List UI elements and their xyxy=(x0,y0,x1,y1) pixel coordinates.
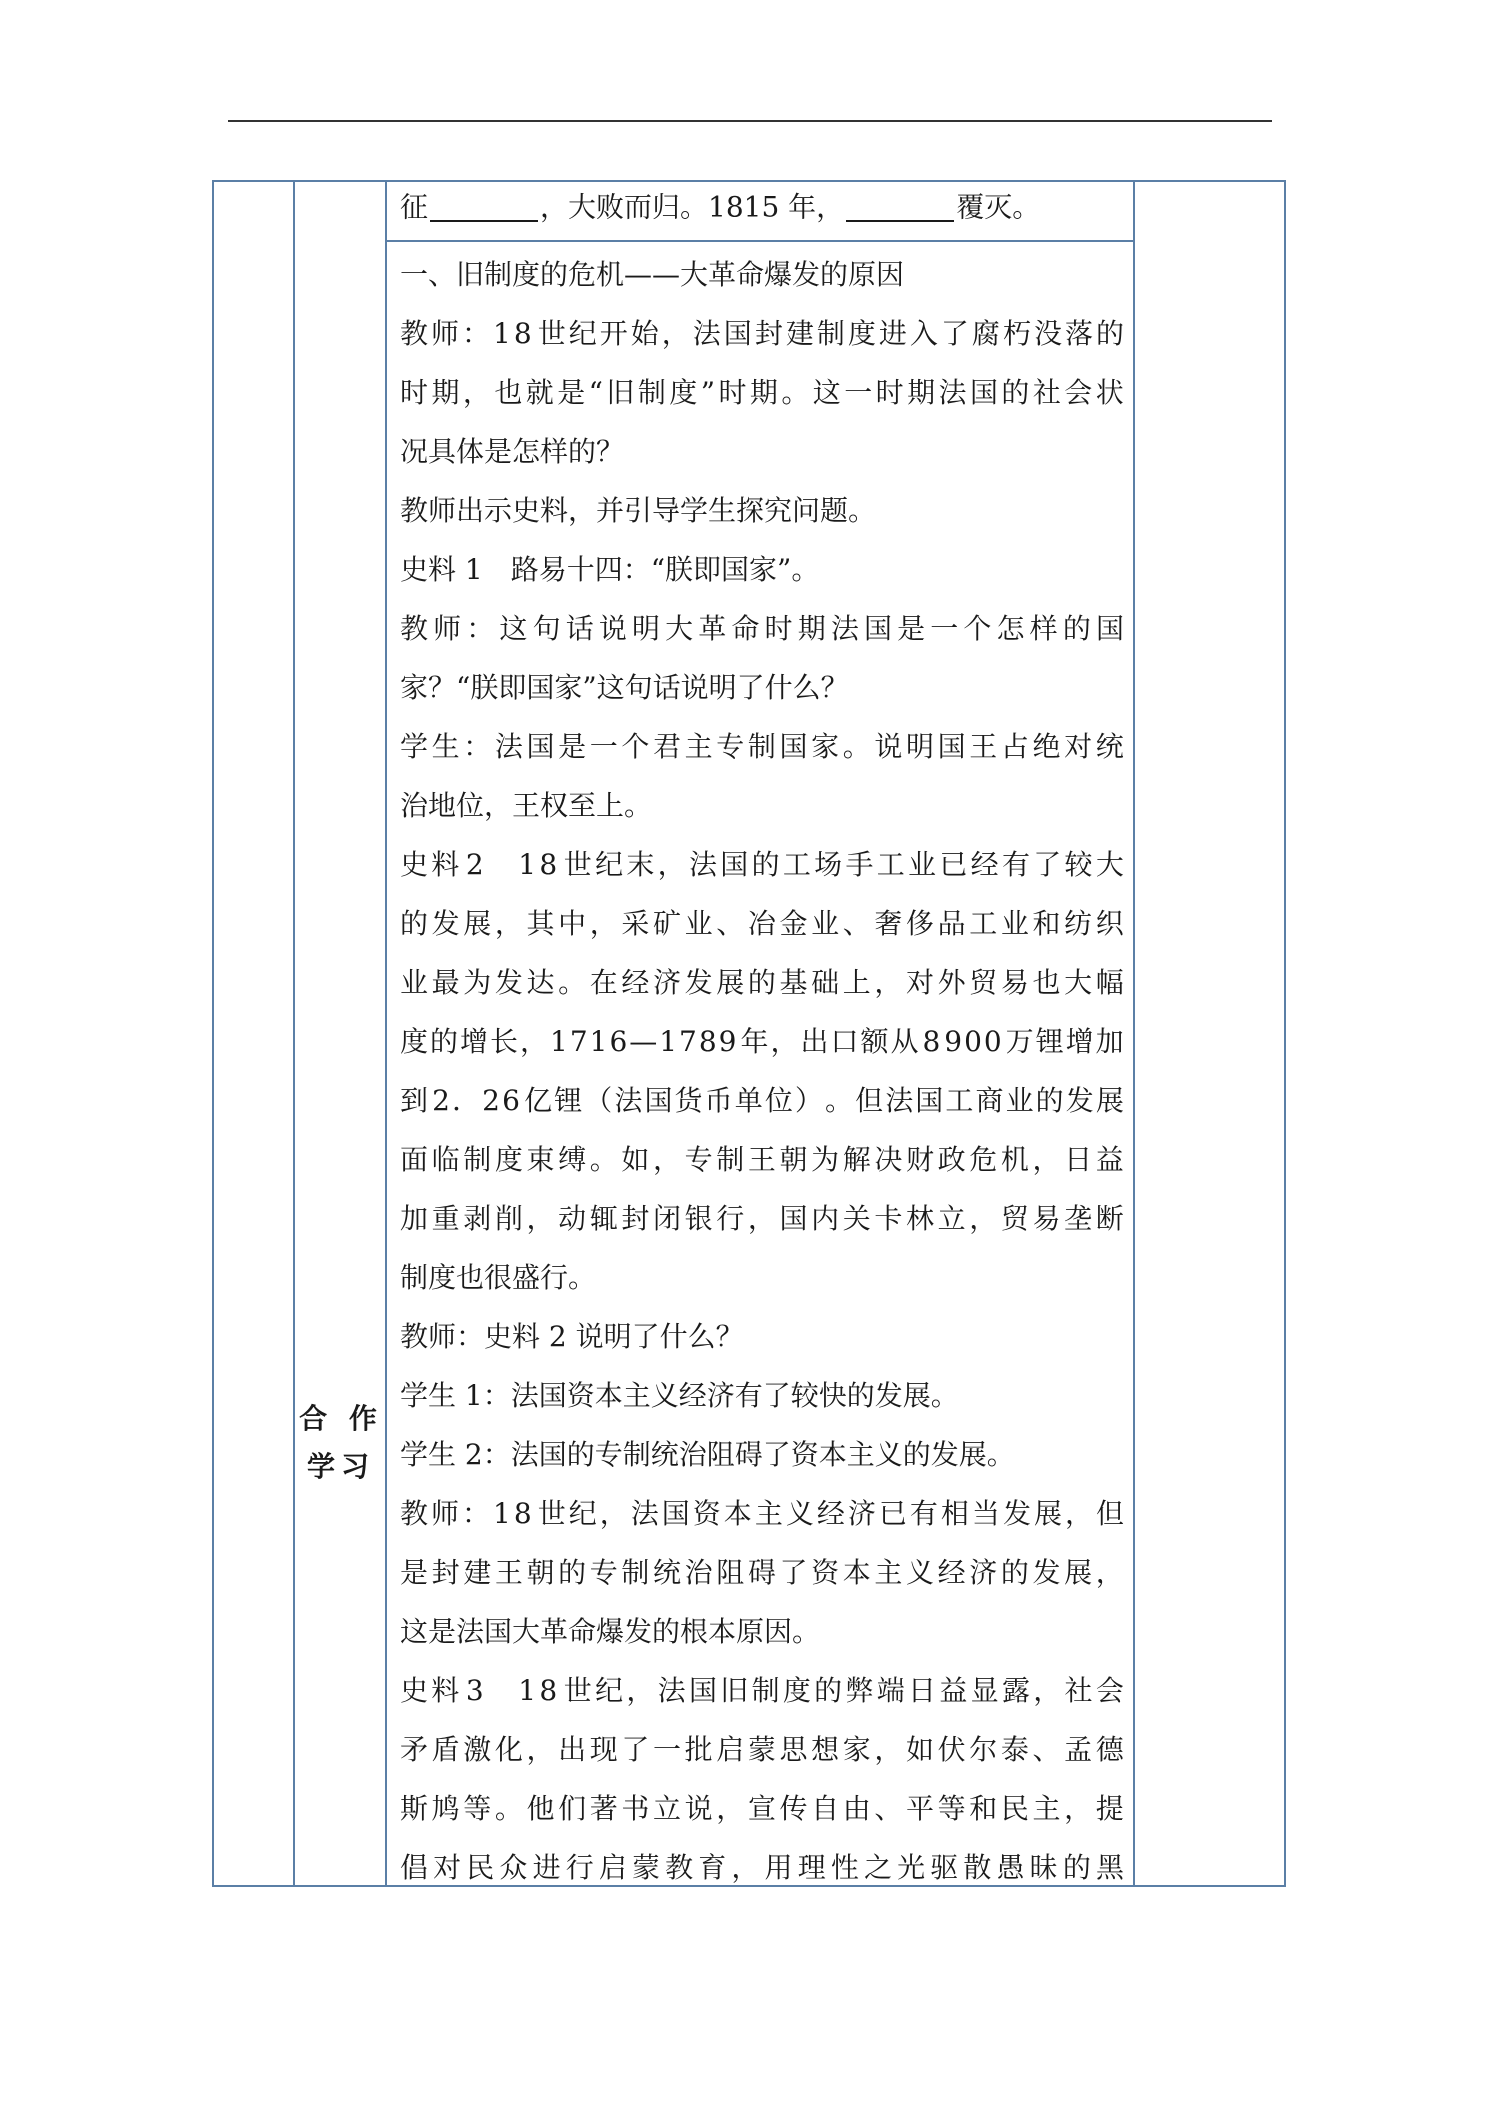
content-line: 教师出示史料，并引导学生探究问题。 xyxy=(400,494,877,527)
table-border-left xyxy=(212,180,214,1887)
content-line: 倡 对 民 众 进 行 启 蒙 教 育 ， 用 理 性 之 光 驱 散 愚 昧 的 黑 xyxy=(400,1851,1124,1884)
content-line: 治地位，王权至上。 xyxy=(400,789,653,822)
continuation-text-end: 覆灭。 xyxy=(956,190,1041,224)
table-row-divider xyxy=(385,240,1135,242)
content-line: 面 临 制 度 束 缚 。 如 ， 专 制 王 朝 为 解 决 财 政 危 机 ， 日 益 xyxy=(400,1143,1124,1176)
table-divider-col1 xyxy=(293,180,295,1887)
continuation-text-start: 征 xyxy=(400,190,429,224)
continuation-text-middle: ，大败而归。1815 年， xyxy=(540,190,845,224)
content-line: 家？“朕即国家”这句话说明了什么？ xyxy=(400,671,849,704)
content-line: 史料 1 路易十四：“朕即国家”。 xyxy=(400,553,820,586)
section-label-line: 学习 xyxy=(306,1450,375,1483)
content-line: 史 料 3 1 8 世 纪 ， 法 国 旧 制 度 的 弊 端 日 益 显 露 ， 社 会 xyxy=(400,1674,1124,1707)
content-line: 教 师 ： 1 8 世 纪 ， 法 国 资 本 主 义 经 济 已 有 相 当 发 展 ， 但 xyxy=(400,1497,1124,1530)
content-line: 度 的 增 长 ， 1 7 1 6 — 1 7 8 9 年 ， 出 口 额 从 8 9 0 0 万 锂 增 加 xyxy=(400,1025,1124,1058)
page-header-rule xyxy=(228,120,1272,122)
content-line: 时 期 ， 也 就 是 “ 旧 制 度 ” 时 期 。 这 一 时 期 法 国 的 社 会 状 xyxy=(400,376,1124,409)
content-line: 史 料 2 1 8 世 纪 末 ， 法 国 的 工 场 手 工 业 已 经 有 了 较 大 xyxy=(400,848,1124,881)
content-line: 学 生 ： 法 国 是 一 个 君 主 专 制 国 家 。 说 明 国 王 占 绝 对 统 xyxy=(400,730,1124,763)
content-line: 教 师 ： 1 8 世 纪 开 始 ， 法 国 封 建 制 度 进 入 了 腐 朽 没 落 的 xyxy=(400,317,1124,350)
lesson-content xyxy=(400,245,1124,1897)
content-line: 教 师 ： 这 句 话 说 明 大 革 命 时 期 法 国 是 一 个 怎 样 的 国 xyxy=(400,612,1124,645)
content-line: 学生 2：法国的专制统治阻碍了资本主义的发展。 xyxy=(400,1438,1015,1471)
content-line: 这是法国大革命爆发的根本原因。 xyxy=(400,1615,821,1648)
table-divider-col3 xyxy=(1133,180,1135,1887)
content-line: 况具体是怎样的？ xyxy=(400,435,625,468)
table-border-top xyxy=(212,180,1286,182)
content-line: 制度也很盛行。 xyxy=(400,1261,597,1294)
content-line: 矛 盾 激 化 ， 出 现 了 一 批 启 蒙 思 想 家 ， 如 伏 尔 泰 、 孟 德 xyxy=(400,1733,1124,1766)
fill-in-blank xyxy=(430,190,538,222)
content-line: 到 2 ． 2 6 亿 锂 （ 法 国 货 币 单 位 ） 。 但 法 国 工 商 业 的 发 展 xyxy=(400,1084,1124,1117)
section-label-line: 合 作 xyxy=(299,1402,383,1435)
content-line: 加 重 剥 削 ， 动 辄 封 闭 银 行 ， 国 内 关 卡 林 立 ， 贸 易 垄 断 xyxy=(400,1202,1124,1235)
content-line: 教师：史料 2 说明了什么？ xyxy=(400,1320,744,1353)
content-line: 一、旧制度的危机——大革命爆发的原因 xyxy=(400,258,905,291)
table-divider-col2 xyxy=(385,180,387,1887)
table-border-right xyxy=(1284,180,1286,1887)
fill-in-blank xyxy=(846,190,954,222)
content-line: 斯 鸠 等 。 他 们 著 书 立 说 ， 宣 传 自 由 、 平 等 和 民 主 ， 提 xyxy=(400,1792,1124,1825)
content-line: 业 最 为 发 达 。 在 经 济 发 展 的 基 础 上 ， 对 外 贸 易 也 大 幅 xyxy=(400,966,1124,999)
content-line: 学生 1：法国资本主义经济有了较快的发展。 xyxy=(400,1379,959,1412)
content-line: 的 发 展 ， 其 中 ， 采 矿 业 、 冶 金 业 、 奢 侈 品 工 业 和 纺 织 xyxy=(400,907,1124,940)
section-label xyxy=(296,1395,386,1491)
content-line: 是 封 建 王 朝 的 专 制 统 治 阻 碍 了 资 本 主 义 经 济 的 发 展 ， xyxy=(400,1556,1124,1589)
continuation-line xyxy=(400,190,1124,222)
